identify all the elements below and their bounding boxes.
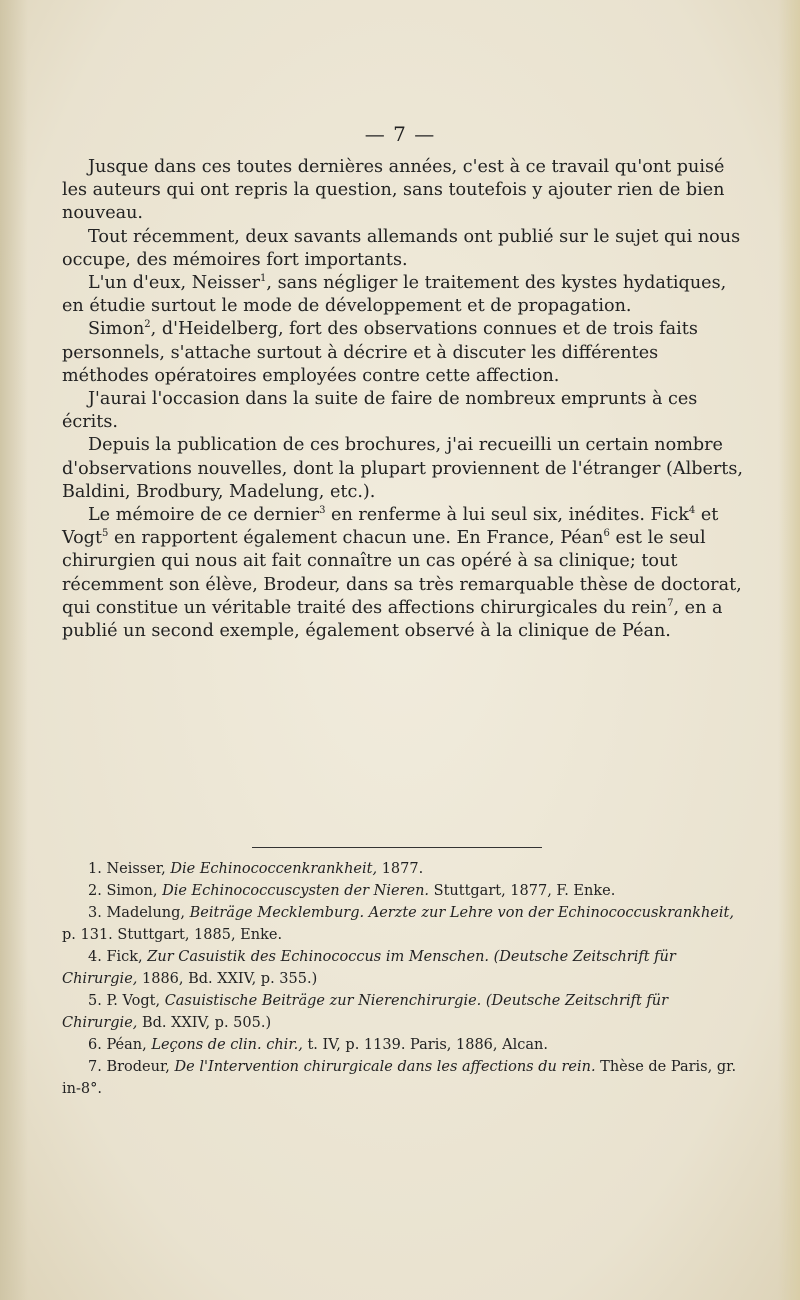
paragraph-3: L'un d'eux, Neisser$^1$, sans négliger le traitement des kystes hydatiques, en étudie surtout le mode de développement et de propagation.: [62, 273, 727, 317]
paragraph-2: Tout récemment, deux savants allemands ont publié sur le sujet qui nous occupe, des mémoires fort importants.: [62, 226, 741, 270]
footnote-7: 7. Brodeur, De l'Intervention chirurgicale dans les affections du rein. Thèse de Paris, gr. in-8°.: [62, 1059, 737, 1097]
footnote-ref-2: 2: [144, 319, 151, 331]
footnote-ref-5: 5: [102, 528, 109, 540]
paragraph-7: Le mémoire de ce dernier$^3$ en renferme à lui seul six, inédites. Fick$^4$ et Vogt$^5$ en rapportent également chacun une. En France, Péan$^6$ est le seul chirurgien qui nous ait fait connaître un cas opéré à sa clinique; tout récemment son élève, Brodeur, dans sa très remarquable thèse de doctorat, qui constitue un véritable traité des affections chirurgicales du rein$^7$, en a publié un second exemple, également observé à la clinique de Péan.: [62, 505, 742, 642]
footnote-divider: [252, 847, 542, 848]
paragraph-1: Jusque dans ces toutes dernières années, c'est à ce travail qu'ont puisé les auteurs qui ont repris la question, sans toutefois y ajouter rien de bien nouveau.: [62, 157, 725, 224]
body-text: [62, 156, 748, 643]
footnote-4: 4. Fick, Zur Casuistik des Echinococcus im Menschen. (Deutsche Zeitschrift für Chirurgie, 1886, Bd. XXIV, p. 355.): [62, 949, 676, 987]
page-edge-left: [0, 0, 28, 1300]
footnote-ref-1: 1: [260, 273, 267, 285]
footnote-ref-6: 6: [603, 528, 610, 540]
page-number: — 7 —: [364, 122, 436, 146]
footnote-3: 3. Madelung, Beiträge Mecklemburg. Aerzte zur Lehre von der Echinococcuskrankheit, p. 131. Stuttgart, 1885, Enke.: [62, 905, 734, 943]
footnote-2: 2. Simon, Die Echinococcuscysten der Nieren. Stuttgart, 1877, F. Enke.: [88, 883, 616, 899]
paragraph-5: J'aurai l'occasion dans la suite de faire de nombreux emprunts à ces écrits.: [62, 389, 698, 433]
footnote-ref-7: 7: [667, 598, 674, 609]
footnote-ref-4: 4: [688, 505, 696, 517]
footnote-ref-3: 3: [319, 505, 326, 517]
paragraph-4: Simon$^2$, d'Heidelberg, fort des observations connues et de trois faits personnels, s'attache surtout à décrire et à discuter les différentes méthodes opératoires employées contre cette affection.: [62, 319, 698, 386]
footnote-5: 5. P. Vogt, Casuistische Beiträge zur Nierenchirurgie. (Deutsche Zeitschrift für Chirurgie, Bd. XXIV, p. 505.): [62, 993, 669, 1031]
footnotes: [62, 858, 748, 1100]
page-edge-right: [778, 0, 800, 1300]
paragraph-6: Depuis la publication de ces brochures, j'ai recueilli un certain nombre d'observations nouvelles, dont la plupart proviennent de l'étranger (Alberts, Baldini, Brodbury, Madelung, etc.).: [62, 435, 743, 502]
footnote-1: 1. Neisser, Die Echinococcenkrankheit, 1877.: [88, 861, 424, 877]
footnote-6: 6. Péan, Leçons de clin. chir., t. IV, p. 1139. Paris, 1886, Alcan.: [88, 1037, 548, 1053]
